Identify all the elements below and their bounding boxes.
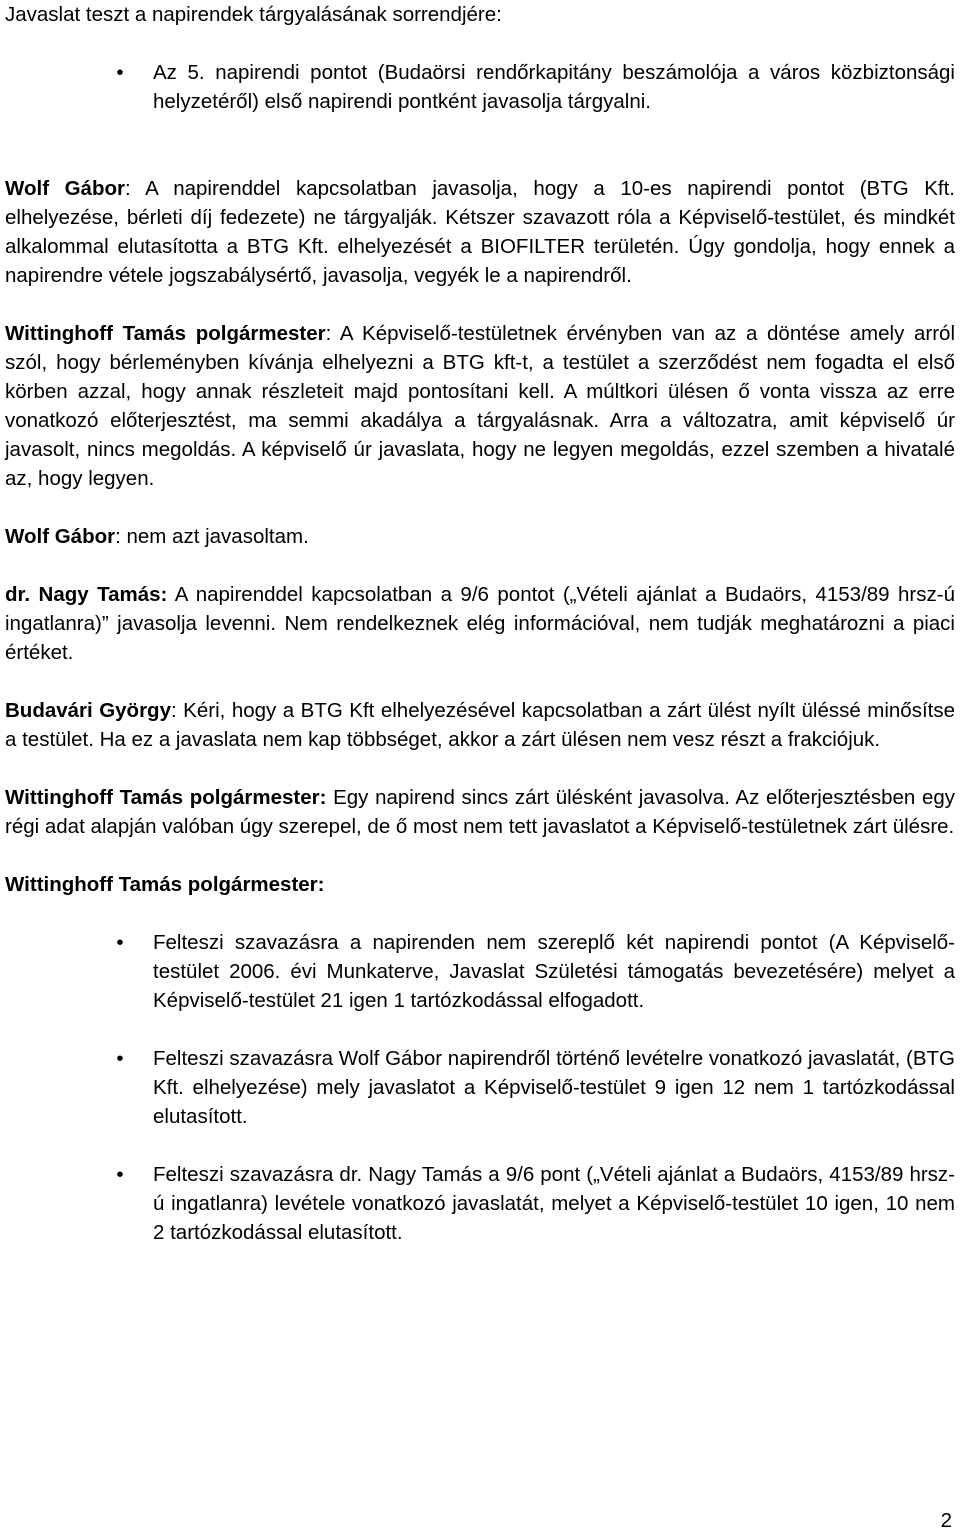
speaker-name: Wittinghoff Tamás polgármester: [5, 786, 327, 809]
page-number: 2 [940, 1509, 952, 1532]
paragraph [5, 870, 955, 899]
paragraph [5, 696, 955, 754]
paragraph [5, 319, 955, 493]
list-item-text: Felteszi szavazásra a napirenden nem szereplő két napirendi pontot (A Képviselő-testület 2006. évi Munkaterve, Javaslat Születési támogatás bevezetésére) melyet a Képviselő-testület 21 igen 1 tartózkodással elfogadott. [153, 931, 955, 1012]
bullet-icon: • [116, 1047, 124, 1070]
speaker-name: Wolf Gábor [5, 525, 116, 548]
paragraph [5, 522, 955, 551]
paragraph-text: : nem azt javasoltam. [115, 525, 309, 548]
paragraph [5, 174, 955, 290]
paragraph-text: A napirenddel kapcsolatban a 9/6 pontot („Vételi ajánlat a Budaörs, 4153/89 hrsz-ú ingatlanra)” javasolja levenni. Nem rendelkeznek elég információval, nem tudják meghatározni a piaci értéket. [5, 583, 955, 664]
speaker-name: Wittinghoff Tamás polgármester: [5, 873, 325, 896]
speaker-name: Wittinghoff Tamás polgármester [5, 322, 326, 345]
intro-line: Javaslat teszt a napirendek tárgyalásának sorrendjére: [5, 3, 502, 26]
agenda-proposal-list [5, 58, 955, 116]
bullet-icon: • [116, 61, 124, 84]
list-item [5, 1044, 955, 1131]
bullet-icon: • [116, 931, 124, 954]
paragraph [5, 783, 955, 841]
document-page [5, 0, 955, 1247]
list-item [5, 928, 955, 1015]
paragraph [5, 580, 955, 667]
paragraph-text: : Kéri, hogy a BTG Kft elhelyezésével kapcsolatban a zárt ülést nyílt üléssé minősítse a testület. Ha ez a javaslata nem kap többséget, akkor a zárt ülésen nem vesz részt a frakciójuk. [5, 699, 956, 751]
paragraph-text: Egy napirend sincs zárt ülésként javasolva. Az előterjesztésben egy régi adat alapján valóban úgy szerepel, de ő most nem tett javaslatot a Képviselő-testületnek zárt ülésre. [5, 786, 955, 838]
list-item-text: Az 5. napirendi pontot (Budaörsi rendőrkapitány beszámolója a város közbiztonsági helyzetéről) első napirendi pontként javasolja tárgyalni. [153, 61, 955, 113]
speaker-name: Wolf Gábor [5, 177, 125, 200]
list-item-text: Felteszi szavazásra Wolf Gábor napirendről történő levételre vonatkozó javaslatát, (BTG Kft. elhelyezése) mely javaslatot a Képviselő-testület 9 igen 12 nem 1 tartózkodással elutasított. [153, 1047, 955, 1128]
speaker-name: Budavári György [5, 699, 171, 722]
list-item-text: Felteszi szavazásra dr. Nagy Tamás a 9/6 pont („Vételi ajánlat a Budaörs, 4153/89 hrsz-ú ingatlanra) levétele vonatkozó javaslatát, melyet a Képviselő-testület 10 igen, 10 nem 2 tartózkodással elutasított. [153, 1163, 955, 1244]
bullet-icon: • [116, 1163, 124, 1186]
vote-list [5, 928, 955, 1247]
list-item [5, 58, 955, 116]
speaker-name: dr. Nagy Tamás: [5, 583, 168, 606]
list-item [5, 1160, 955, 1247]
paragraph-text: : A Képviselő-testületnek érvényben van az a döntése amely arról szól, hogy bérleményben kívánja elhelyezni a BTG kft-t, a testület a szerződést nem fogadta el első körben azzal, hogy annak részleteit majd pontosítani kell. A múltkori ülésen ő vonta vissza az erre vonatkozó előterjesztést, ma semmi akadálya a tárgyalásnak. Arra a változatra, amit képviselő úr javasolt, nincs megoldás. A képviselő úr javaslata, hogy ne legyen megoldás, ezzel szemben a hivatalé az, hogy legyen. [5, 322, 955, 490]
paragraph-text: : A napirenddel kapcsolatban javasolja, hogy a 10-es napirendi pontot (BTG Kft. elhelyezése, bérleti díj fedezete) ne tárgyalják. Kétszer szavazott róla a Képviselő-testület, és mindkét alkalommal elutasította a BTG Kft. elhelyezését a BIOFILTER területén. Úgy gondolja, hogy ennek a napirendre vétele jogszabálysértő, javasolja, vegyék le a napirendről. [5, 177, 955, 287]
